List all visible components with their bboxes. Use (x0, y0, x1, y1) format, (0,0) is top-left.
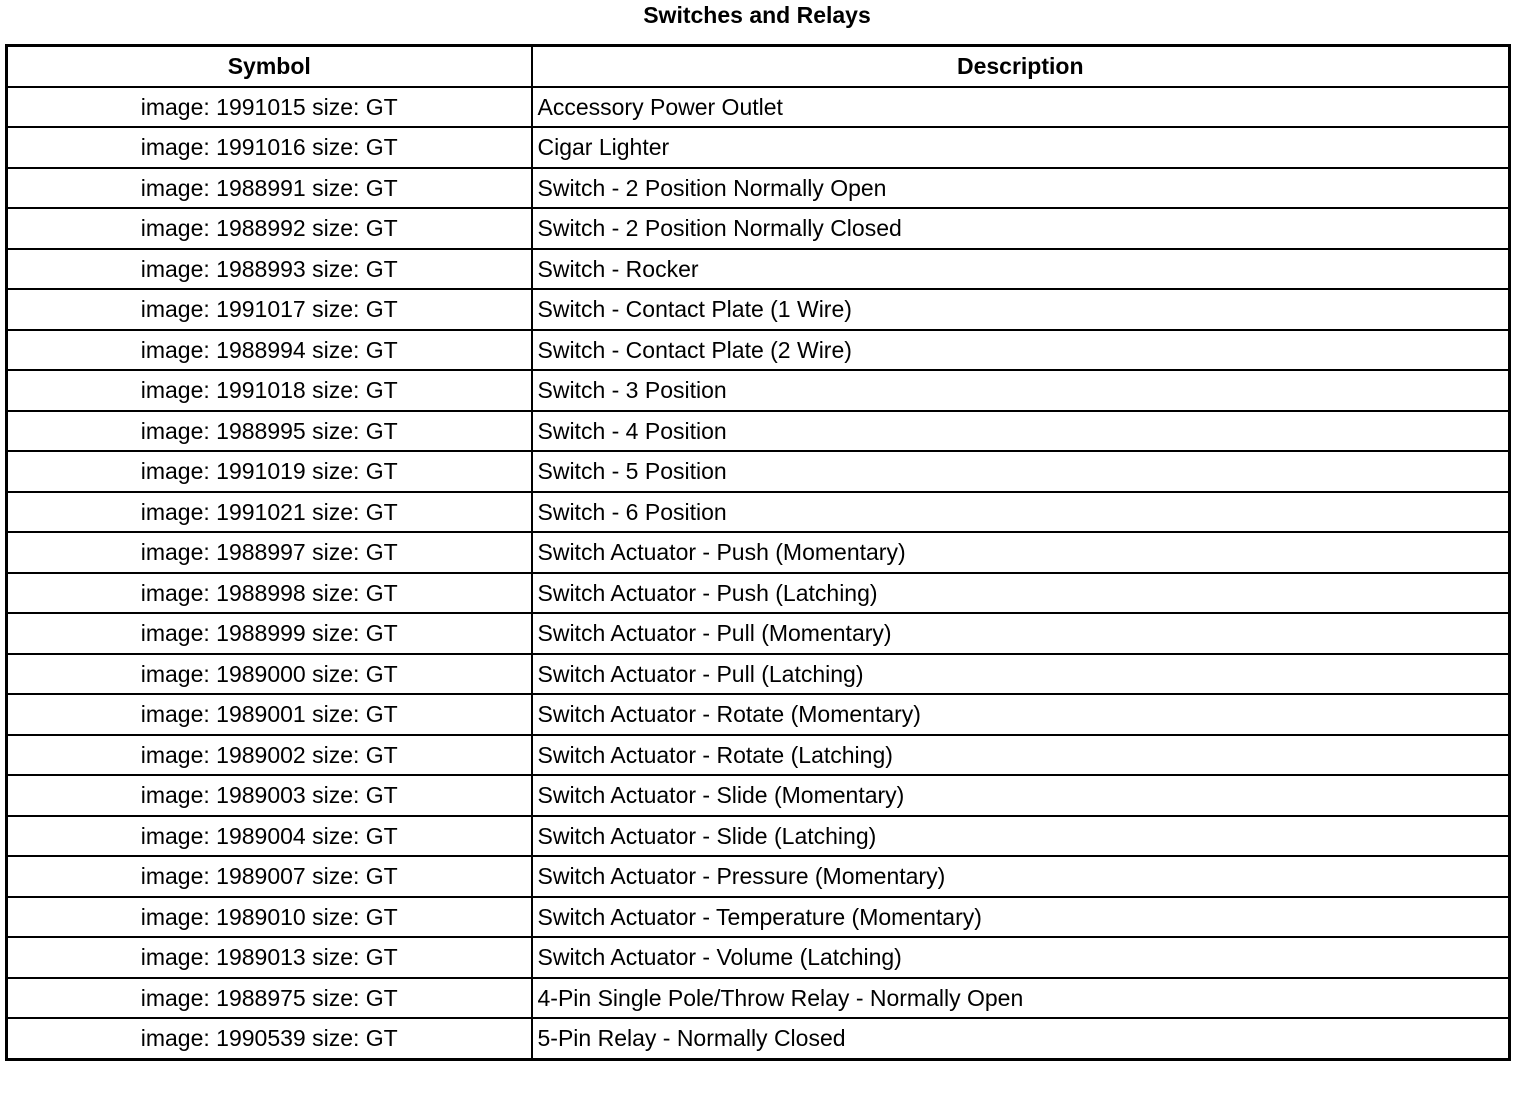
description-cell: Switch Actuator - Slide (Momentary) (532, 775, 1510, 816)
description-cell: Cigar Lighter (532, 127, 1510, 168)
table-row (7, 289, 1510, 330)
table-row (7, 249, 1510, 290)
table-row (7, 532, 1510, 573)
description-cell: Switch Actuator - Temperature (Momentary) (532, 897, 1510, 938)
symbol-cell: image: 1991016 size: GT (7, 127, 532, 168)
table-row (7, 127, 1510, 168)
table-row (7, 694, 1510, 735)
symbol-cell: image: 1989002 size: GT (7, 735, 532, 776)
page-title: Switches and Relays (643, 2, 871, 28)
table-body (7, 87, 1510, 1060)
symbol-cell: image: 1991015 size: GT (7, 87, 532, 128)
symbol-cell: image: 1990539 size: GT (7, 1018, 532, 1059)
symbol-cell: image: 1989004 size: GT (7, 816, 532, 857)
table-row (7, 978, 1510, 1019)
symbol-cell: image: 1989010 size: GT (7, 897, 532, 938)
symbol-cell: image: 1989000 size: GT (7, 654, 532, 695)
symbol-cell: image: 1988992 size: GT (7, 208, 532, 249)
description-cell: Switch Actuator - Slide (Latching) (532, 816, 1510, 857)
symbol-cell: image: 1989001 size: GT (7, 694, 532, 735)
table-row (7, 168, 1510, 209)
description-cell: Switch Actuator - Push (Momentary) (532, 532, 1510, 573)
description-cell: Switch - 5 Position (532, 451, 1510, 492)
table-row (7, 816, 1510, 857)
description-cell: Switch - 6 Position (532, 492, 1510, 533)
description-cell: Switch - 4 Position (532, 411, 1510, 452)
table-row (7, 330, 1510, 371)
symbol-cell: image: 1991017 size: GT (7, 289, 532, 330)
description-cell: Switch - Contact Plate (2 Wire) (532, 330, 1510, 371)
table-row (7, 208, 1510, 249)
table-row (7, 573, 1510, 614)
symbol-cell: image: 1989013 size: GT (7, 937, 532, 978)
table-row (7, 411, 1510, 452)
symbol-cell: image: 1988975 size: GT (7, 978, 532, 1019)
description-cell: Switch Actuator - Rotate (Momentary) (532, 694, 1510, 735)
description-cell: Switch Actuator - Volume (Latching) (532, 937, 1510, 978)
symbol-cell: image: 1988997 size: GT (7, 532, 532, 573)
table-row (7, 654, 1510, 695)
symbol-cell: image: 1988991 size: GT (7, 168, 532, 209)
table-row (7, 451, 1510, 492)
symbol-cell: image: 1988994 size: GT (7, 330, 532, 371)
symbol-cell: image: 1988995 size: GT (7, 411, 532, 452)
symbol-cell: image: 1991019 size: GT (7, 451, 532, 492)
table-row (7, 613, 1510, 654)
table-row (7, 370, 1510, 411)
table-row (7, 1018, 1510, 1059)
table-header-row (7, 46, 1510, 87)
symbol-cell: image: 1988993 size: GT (7, 249, 532, 290)
symbols-table (5, 44, 1511, 1061)
table-row (7, 897, 1510, 938)
table-row (7, 775, 1510, 816)
symbol-cell: image: 1991018 size: GT (7, 370, 532, 411)
description-cell: Switch - 3 Position (532, 370, 1510, 411)
description-cell: Accessory Power Outlet (532, 87, 1510, 128)
table-row (7, 492, 1510, 533)
table-row (7, 937, 1510, 978)
table-row (7, 856, 1510, 897)
symbol-cell: image: 1989007 size: GT (7, 856, 532, 897)
table-row (7, 87, 1510, 128)
symbol-cell: image: 1988999 size: GT (7, 613, 532, 654)
description-cell: Switch Actuator - Pull (Latching) (532, 654, 1510, 695)
column-header-description: Description (532, 46, 1510, 87)
symbol-cell: image: 1989003 size: GT (7, 775, 532, 816)
column-header-symbol: Symbol (7, 46, 532, 87)
description-cell: Switch - Contact Plate (1 Wire) (532, 289, 1510, 330)
symbol-cell: image: 1991021 size: GT (7, 492, 532, 533)
description-cell: Switch - 2 Position Normally Closed (532, 208, 1510, 249)
description-cell: Switch - 2 Position Normally Open (532, 168, 1510, 209)
description-cell: Switch Actuator - Pressure (Momentary) (532, 856, 1510, 897)
symbol-cell: image: 1988998 size: GT (7, 573, 532, 614)
description-cell: Switch Actuator - Pull (Momentary) (532, 613, 1510, 654)
description-cell: 5-Pin Relay - Normally Closed (532, 1018, 1510, 1059)
description-cell: Switch Actuator - Push (Latching) (532, 573, 1510, 614)
description-cell: Switch - Rocker (532, 249, 1510, 290)
table-row (7, 735, 1510, 776)
description-cell: Switch Actuator - Rotate (Latching) (532, 735, 1510, 776)
description-cell: 4-Pin Single Pole/Throw Relay - Normally Open (532, 978, 1510, 1019)
